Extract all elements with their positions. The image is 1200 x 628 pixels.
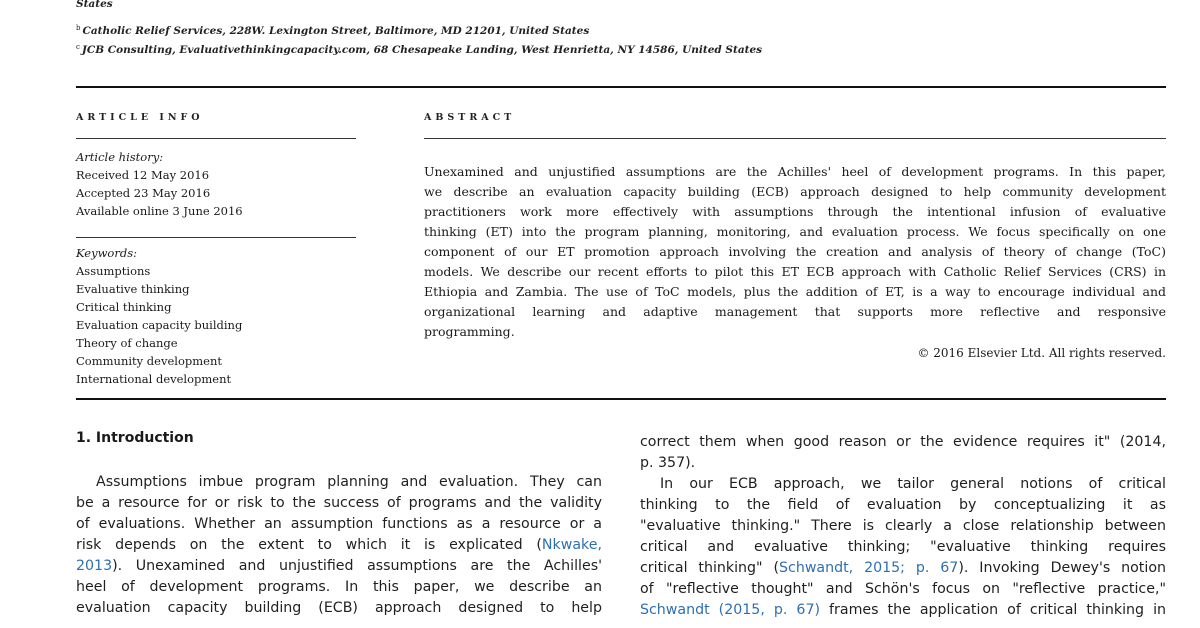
- body-line: [640, 558, 1166, 578]
- abstract-line: models. We describe our recent efforts to pilot this ET ECB approach with Catholic Relief Services (CRS) in: [424, 264, 1166, 279]
- body-text: Assumptions imbue program planning and evaluation. They can: [96, 474, 602, 490]
- body-text: thinking to the field of evaluation by conceptualizing it as: [640, 497, 1166, 513]
- body-text: evaluation capacity building (ECB) approach designed to help: [76, 600, 602, 616]
- abstract-line: thinking (ET) into the program planning, monitoring, and evaluation process. We focus specifically on one: [424, 224, 1166, 239]
- affiliation-b: [76, 24, 589, 37]
- history-rule: [76, 237, 356, 238]
- affiliation-c-text: JCB Consulting, Evaluativethinkingcapacity.com, 68 Chesapeake Landing, West Henrietta, NY 14586, United States: [81, 44, 763, 56]
- keyword-item: Assumptions: [76, 264, 151, 278]
- header-rule: [76, 86, 1166, 88]
- body-text: of evaluations. Whether an assumption functions as a resource or a: [76, 516, 602, 532]
- abstract-line: component of our ET promotion approach involving the creation and analysis of theory of change (ToC): [424, 244, 1166, 259]
- body-line: [76, 514, 602, 534]
- body-text: In our ECB approach, we tailor general notions of critical: [660, 476, 1166, 492]
- abstract-rule: [424, 138, 1166, 139]
- available-date: Available online 3 June 2016: [76, 204, 243, 218]
- keyword-item: Critical thinking: [76, 300, 172, 314]
- citation-link[interactable]: 2013: [76, 558, 113, 574]
- keyword-item: Community development: [76, 354, 222, 368]
- body-line: [76, 598, 602, 618]
- abstract-line: Unexamined and unjustified assumptions are the Achilles' heel of development programs. In this paper,: [424, 164, 1166, 179]
- citation-link[interactable]: Schwandt, 2015; p. 67: [779, 560, 959, 576]
- body-line: [640, 579, 1166, 599]
- history-label: Article history:: [76, 150, 164, 164]
- body-line: [76, 556, 602, 576]
- body-text: of "reflective thought" and Schön's focus on "reflective practice,": [640, 581, 1166, 597]
- body-line: [76, 535, 602, 555]
- keyword-item: Evaluation capacity building: [76, 318, 243, 332]
- received-date: Received 12 May 2016: [76, 168, 210, 182]
- body-line: [76, 493, 602, 513]
- keyword-item: Theory of change: [76, 336, 178, 350]
- abstract-line: we describe an evaluation capacity building (ECB) approach designed to help community development: [424, 184, 1166, 199]
- body-text: be a resource for or risk to the success of programs and the validity: [76, 495, 602, 511]
- abstract-line: practitioners work more effectively with assumptions through the intentional infusion of evaluative: [424, 204, 1166, 219]
- abstract-heading: ABSTRACT: [424, 112, 516, 123]
- body-line: [640, 516, 1166, 536]
- citation-link[interactable]: Nkwake,: [541, 537, 602, 553]
- article-info-rule: [76, 138, 356, 139]
- body-text: frames the application of critical thinking in: [820, 602, 1166, 618]
- affiliation-c-marker: c: [76, 43, 80, 51]
- article-info-heading: ARTICLE INFO: [76, 112, 204, 123]
- keywords-label: Keywords:: [76, 246, 137, 260]
- body-line: [76, 472, 602, 492]
- body-line: [640, 453, 1166, 473]
- abstract-line: Ethiopia and Zambia. The use of ToC models, plus the addition of ET, is a way to encourage individual and: [424, 284, 1166, 299]
- body-line: [640, 432, 1166, 452]
- body-text: p. 357).: [640, 455, 696, 471]
- copyright-notice: © 2016 Elsevier Ltd. All rights reserved.: [917, 346, 1166, 360]
- body-text: ). Unexamined and unjustified assumptions are the Achilles': [112, 558, 602, 574]
- affiliation-b-text: Catholic Relief Services, 228W. Lexington Street, Baltimore, MD 21201, United States: [82, 25, 590, 37]
- affiliation-c: [76, 43, 762, 56]
- body-line: [640, 474, 1166, 494]
- body-text: ). Invoking Dewey's notion: [958, 560, 1166, 576]
- body-line: [640, 600, 1166, 620]
- section-title: 1. Introduction: [76, 430, 194, 446]
- keyword-item: International development: [76, 372, 232, 386]
- body-text: critical thinking" (: [640, 560, 780, 576]
- abstract-line: programming.: [424, 324, 515, 339]
- accepted-date: Accepted 23 May 2016: [76, 186, 211, 200]
- body-text: "evaluative thinking." There is clearly a close relationship between: [640, 518, 1166, 534]
- body-line: [76, 577, 602, 597]
- body-text: risk depends on the extent to which it is explicated (: [76, 537, 542, 553]
- affiliation-fragment: States: [76, 0, 113, 10]
- affiliation-b-marker: b: [76, 24, 81, 32]
- keyword-item: Evaluative thinking: [76, 282, 190, 296]
- body-rule: [76, 398, 1166, 400]
- abstract-line: organizational learning and adaptive management that supports more reflective and responsive: [424, 304, 1166, 319]
- citation-link[interactable]: Schwandt (2015, p. 67): [640, 602, 821, 618]
- body-line: [640, 537, 1166, 557]
- body-line: [640, 495, 1166, 515]
- body-text: critical and evaluative thinking; "evaluative thinking requires: [640, 539, 1166, 555]
- body-text: correct them when good reason or the evidence requires it" (2014,: [640, 434, 1166, 450]
- body-text: heel of development programs. In this paper, we describe an: [76, 579, 602, 595]
